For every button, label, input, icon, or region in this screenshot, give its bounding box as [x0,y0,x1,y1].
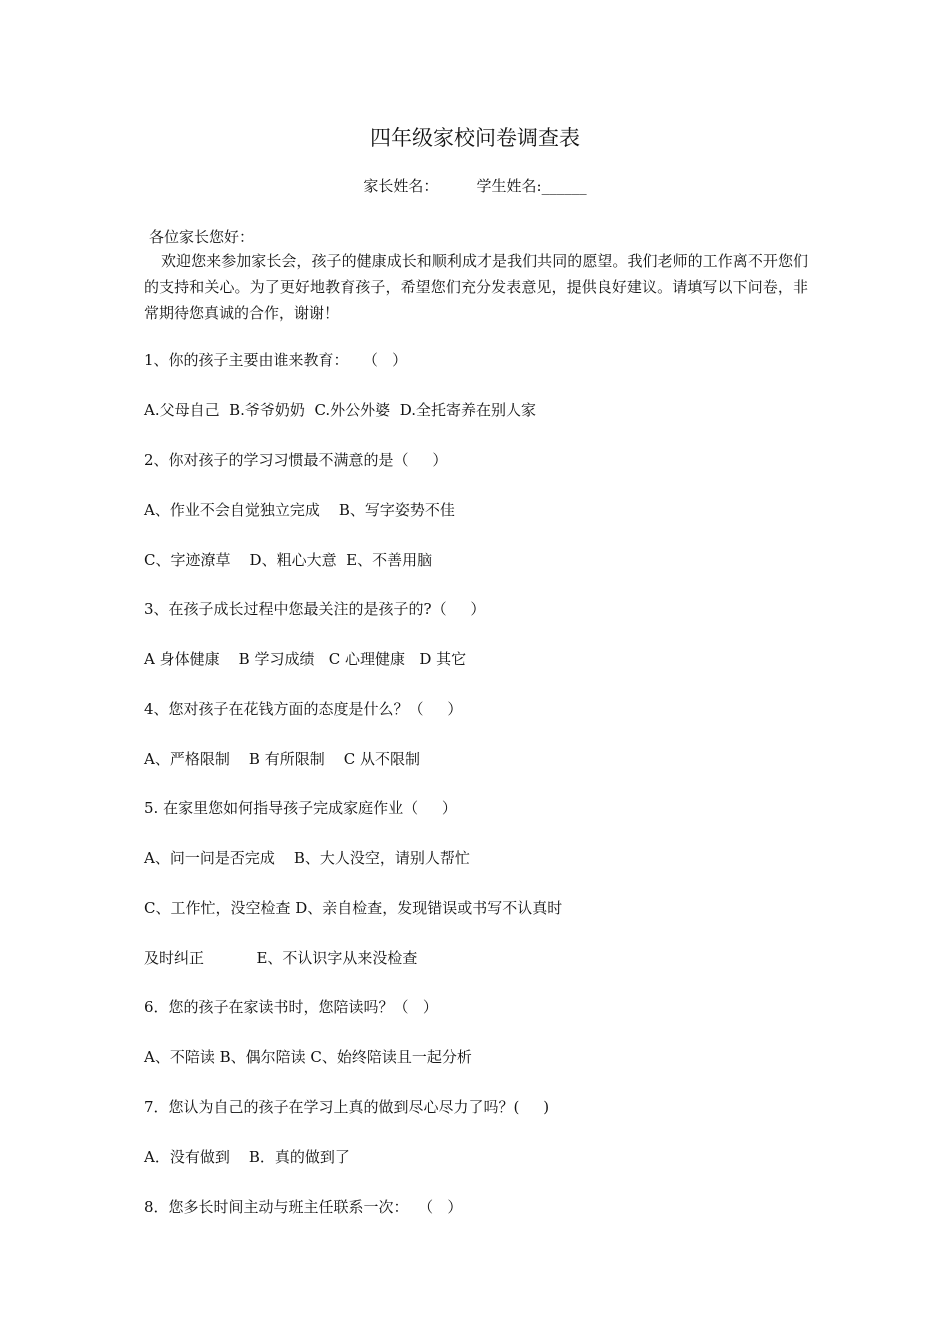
question-7: 7．您认为自己的孩子在学习上真的做到尽心尽力了吗？( ) [144,1098,550,1116]
question-5-options-b: C、工作忙，没空检查 D、亲自检查，发现错误或书写不认真时 [144,899,563,917]
question-6-options: A、不陪读 B、偶尔陪读 C、始终陪读且一起分析 [144,1048,472,1066]
question-6: 6．您的孩子在家读书时，您陪读吗？（ ） [144,998,438,1016]
question-2-options-a: A、作业不会自觉独立完成 B、写字姿势不佳 [144,501,455,519]
question-2-options-b: C、字迹潦草 D、粗心大意 E、不善用脑 [144,551,433,569]
question-4-options: A、严格限制 B 有所限制 C 从不限制 [144,750,421,768]
question-8: 8．您多长时间主动与班主任联系一次： （ ） [144,1198,463,1216]
question-3: 3、在孩子成长过程中您最关注的是孩子的?（ ） [144,600,486,618]
question-5-options-c: 及时纠正 E、不认识字从来没检查 [144,949,418,967]
question-4: 4、您对孩子在花钱方面的态度是什么？（ ） [144,700,463,718]
question-7-options: A．没有做到 B．真的做到了 [144,1148,350,1166]
question-1-options: A.父母自己 B.爷爷奶奶 C.外公外婆 D.全托寄养在别人家 [144,401,536,419]
question-3-options: A 身体健康 B 学习成绩 C 心理健康 D 其它 [144,650,467,668]
question-1: 1、你的孩子主要由谁来教育： （ ） [144,351,408,369]
greeting: 各位家长您好： [149,228,255,246]
question-2: 2、你对孩子的学习习惯最不满意的是（ ） [144,451,448,469]
name-fields-line: 家长姓名： 学生姓名:______ [363,177,587,195]
question-5-options-a: A、问一问是否完成 B、大人没空，请别人帮忙 [144,849,470,867]
document-title: 四年级家校问卷调查表 [370,126,580,150]
question-5: 5. 在家里您如何指导孩子完成家庭作业（ ） [144,799,457,817]
intro-paragraph: 欢迎您来参加家长会，孩子的健康成长和顺利成才是我们共同的愿望。我们老师的工作离不开您们的支持和关心。为了更好地教育孩子，希望您们充分发表意见，提供良好建议。请填写以下问卷，非常期待您真诚的合作，谢谢！ [144,252,808,322]
